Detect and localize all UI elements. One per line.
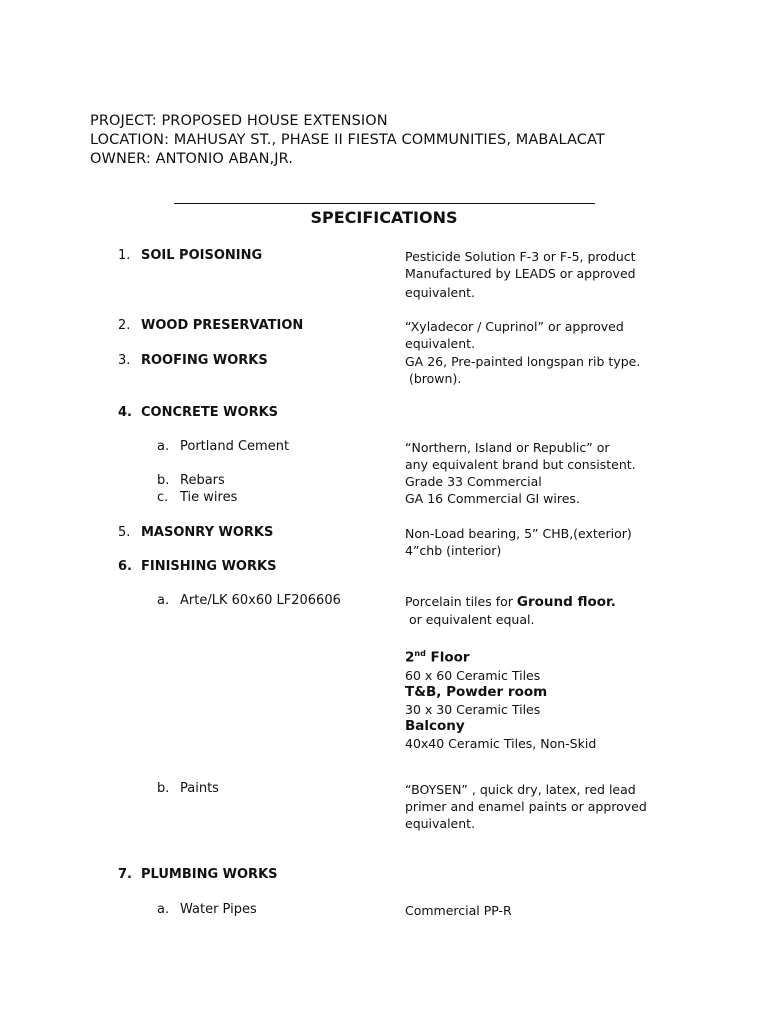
sub-label-portland-cement: Portland Cement [180,439,290,454]
spec-line [405,593,745,611]
sub-label-tie-wires: Tie wires [180,490,238,505]
spec-portland-cement [405,439,745,473]
sub-letter: a. [157,593,170,608]
item-label-roofing-works: ROOFING WORKS [141,353,268,368]
spec-roofing-works [405,353,745,387]
item-label-masonry-works: MASONRY WORKS [141,525,274,540]
sub-label-water-pipes: Water Pipes [180,902,257,917]
sub-label-arte-lk: Arte/LK 60x60 LF206606 [180,593,341,608]
spec-line: “Northern, Island or Republic” or [405,440,610,455]
item-number: 2. [118,318,131,333]
page-title: SPECIFICATIONS [310,208,458,227]
spec-line: 60 x 60 Ceramic Tiles [405,667,541,683]
item-label-plumbing-works: PLUMBING WORKS [141,867,278,882]
spec-wood-preservation [405,318,745,352]
location-line: LOCATION: MAHUSAY ST., PHASE II FIESTA COMMUNITIES, MABALACAT [90,132,605,148]
spec-line: equivalent. [405,336,476,351]
spec-line: 40x40 Ceramic Tiles, Non-Skid [405,735,597,751]
spec-line: equivalent. [405,816,476,831]
spec-line: GA 26, Pre-painted longspan rib type. [405,354,641,369]
floor-number: 2 [405,649,415,666]
item-number: 1. [118,248,131,263]
owner-line: OWNER: ANTONIO ABAN,JR. [90,151,294,167]
sub-letter: c. [157,490,169,505]
tb-powder-room-label: T&B, Powder room [405,683,548,700]
spec-tie-wires [405,490,745,507]
spec-line: primer and enamel paints or approved [405,799,647,814]
spec-arte-lk [405,593,745,752]
item-number: 3. [118,353,131,368]
item-label-soil-poisoning: SOIL POISONING [141,248,263,263]
sub-letter: b. [157,781,170,796]
ground-floor-label: Ground floor. [516,594,616,610]
project-line: PROJECT: PROPOSED HOUSE EXTENSION [90,113,388,129]
spec-line: 4”chb (interior) [405,543,502,558]
spec-line: (brown). [405,371,462,386]
spec-line: or equivalent equal. [405,612,535,627]
sub-label-paints: Paints [180,781,219,796]
sub-letter: a. [157,902,170,917]
spec-paints [405,781,745,832]
spec-text: Porcelain tiles for [405,594,517,609]
sub-label-rebars: Rebars [180,473,225,488]
spec-line: equivalent. [405,285,476,300]
spec-line: Commercial PP-R [405,903,512,918]
spec-line: Grade 33 Commercial [405,474,542,489]
floor-word: Floor [425,649,470,666]
spec-soil-poisoning [405,248,745,301]
spec-line: any equivalent brand but consistent. [405,457,636,472]
spec-line: Non-Load bearing, 5” CHB,(exterior) [405,526,632,541]
item-number: 6. [118,559,132,574]
second-floor-label [405,645,745,667]
item-label-concrete-works: CONCRETE WORKS [141,405,279,420]
spec-water-pipes [405,902,745,919]
balcony-label: Balcony [405,717,465,734]
item-number: 4. [118,405,132,420]
item-number: 7. [118,867,132,882]
item-label-finishing-works: FINISHING WORKS [141,559,277,574]
spec-line: “BOYSEN” , quick dry, latex, red lead [405,782,636,797]
spec-line: Manufactured by LEADS or approved [405,266,636,281]
item-label-wood-preservation: WOOD PRESERVATION [141,318,304,333]
title-rule [174,203,595,204]
spec-line: GA 16 Commercial GI wires. [405,491,580,506]
spec-line: 30 x 30 Ceramic Tiles [405,701,541,717]
spec-line: Pesticide Solution F-3 or F-5, product [405,249,636,264]
spec-line: “Xyladecor / Cuprinol” or approved [405,319,624,334]
sub-letter: b. [157,473,170,488]
spec-masonry-works [405,525,745,559]
floor-suffix: nd [414,649,426,658]
item-number: 5. [118,525,131,540]
sub-letter: a. [157,439,170,454]
spec-rebars [405,473,745,490]
